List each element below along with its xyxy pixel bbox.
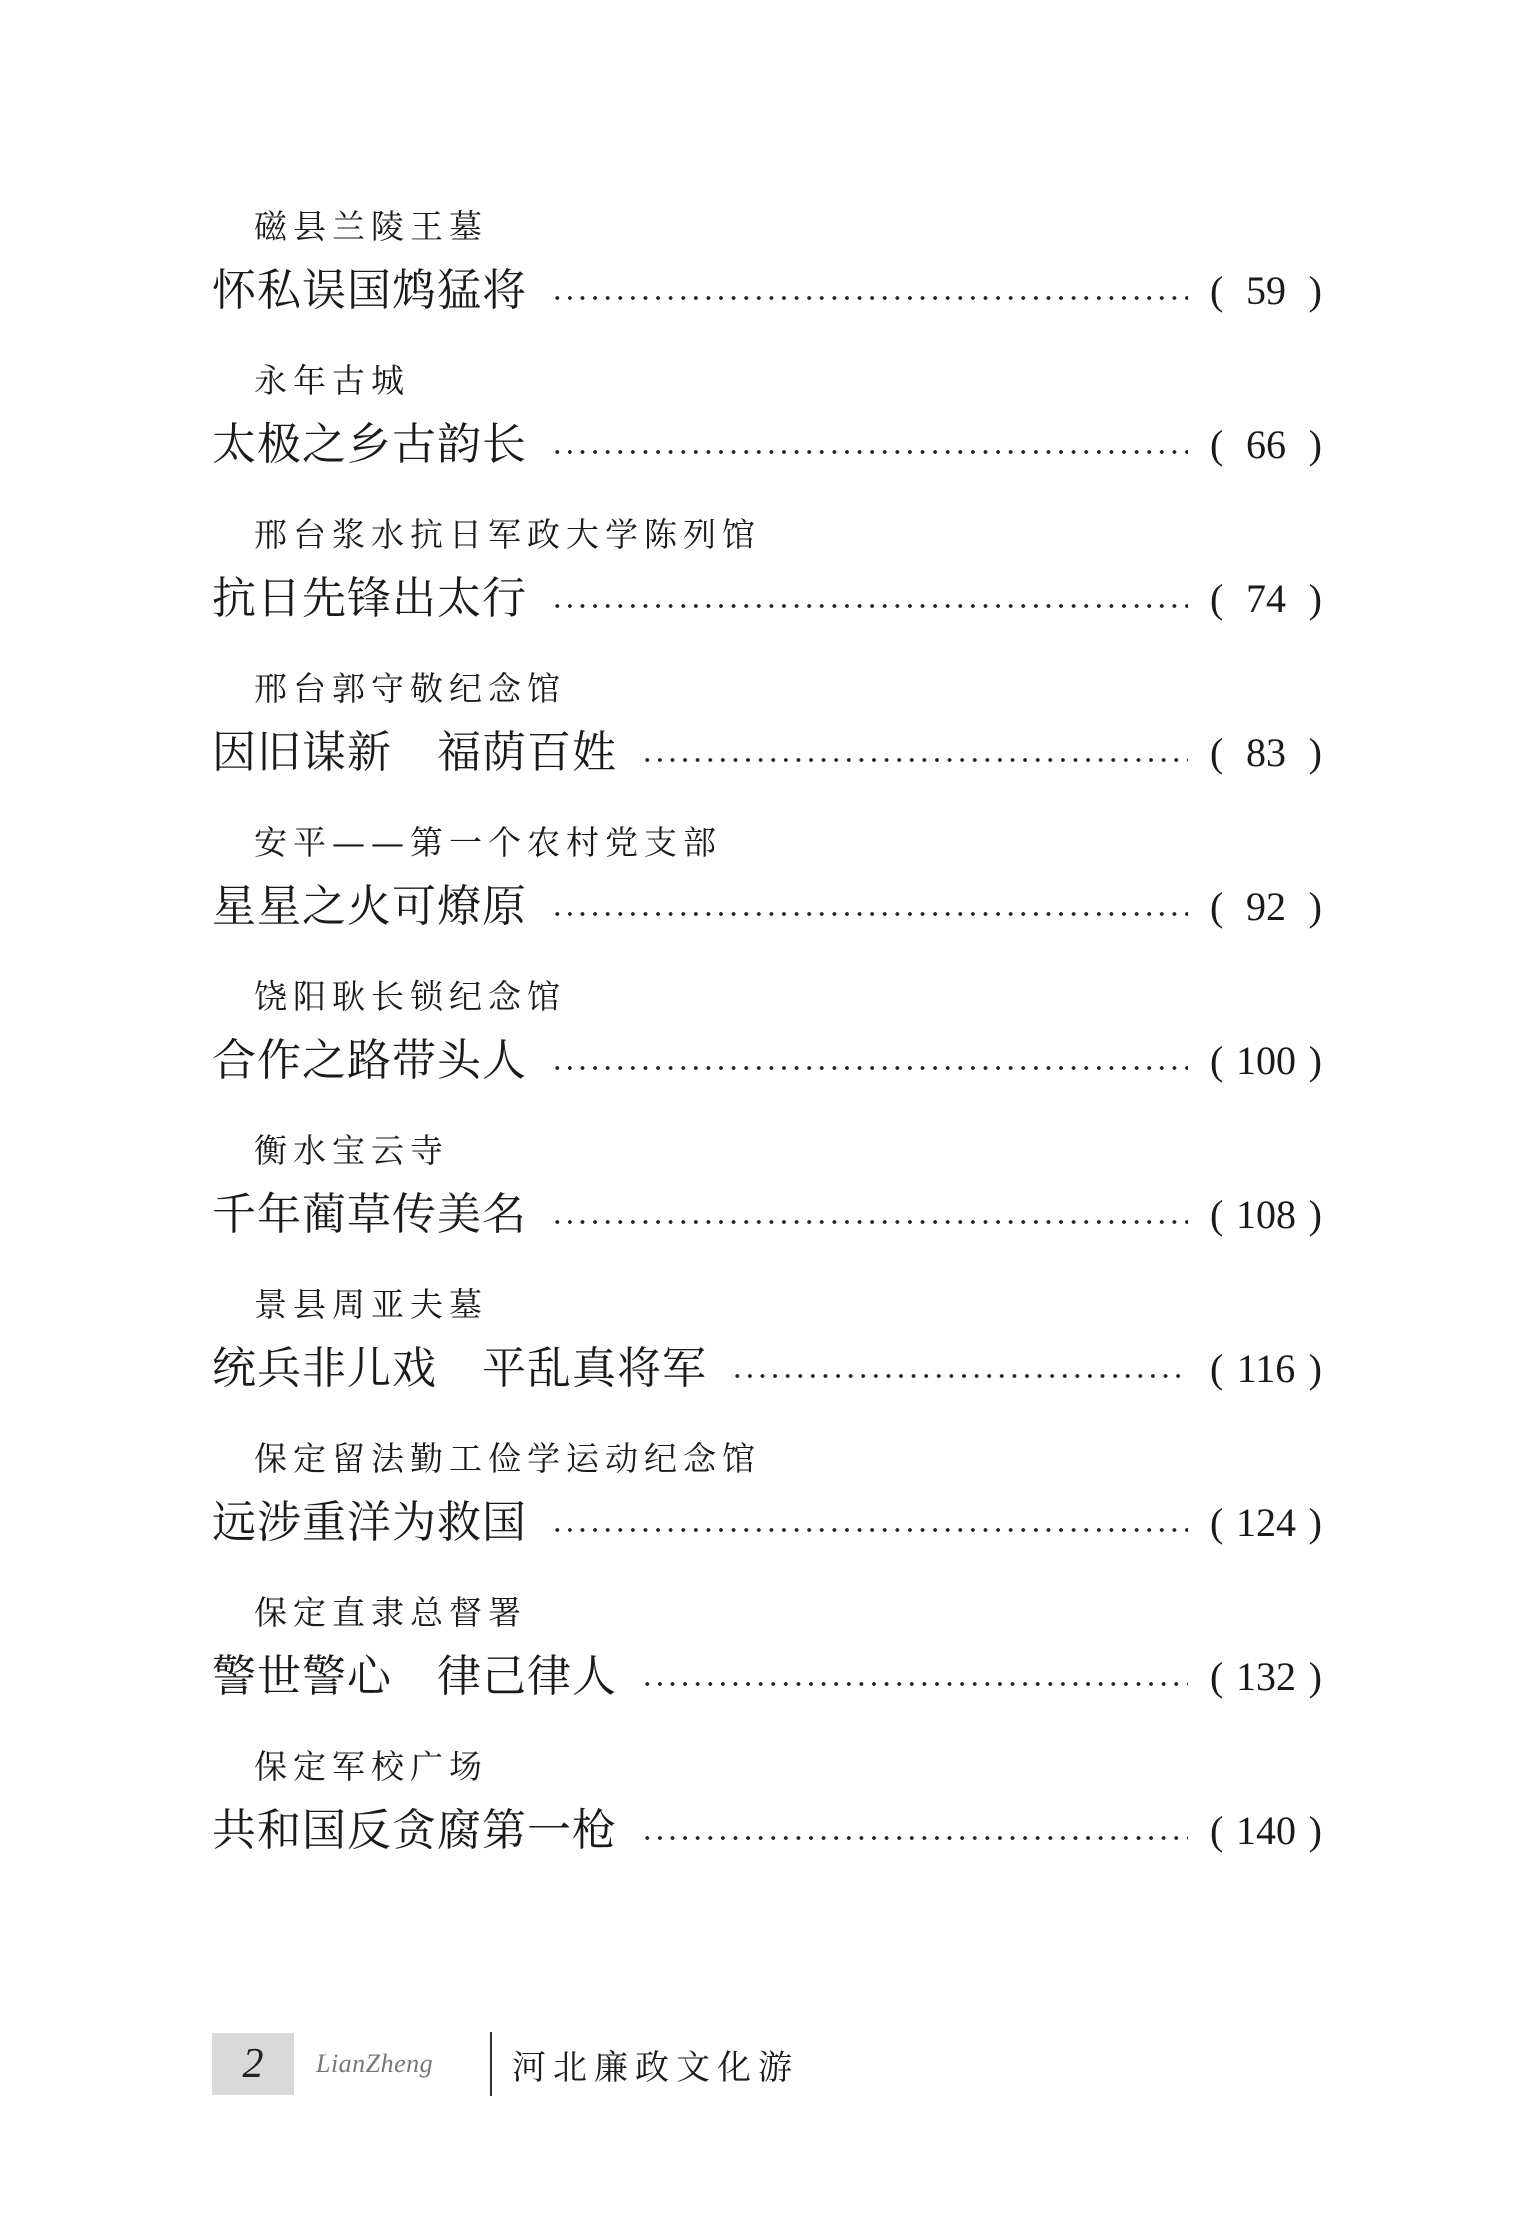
- toc-entry-page-number: 124: [1236, 1500, 1296, 1545]
- toc-entry-subtitle: 饶阳耿长锁纪念馆: [254, 977, 566, 1016]
- toc-entry-row[interactable]: [212, 725, 1322, 781]
- book-title: 河北廉政文化游: [512, 2047, 799, 2088]
- toc-entry-title: 警世警心 律己律人: [212, 1651, 617, 1702]
- toc-entry-row[interactable]: [212, 417, 1322, 473]
- dot-leader: [641, 1682, 1188, 1686]
- toc-entry-page-ref: ( 116 ): [1210, 1341, 1322, 1397]
- table-of-contents: [212, 205, 1322, 1899]
- toc-entry-title: 太极之乡古韵长: [212, 419, 527, 470]
- toc-entry-title: 共和国反贪腐第一枪: [212, 1805, 617, 1856]
- toc-entry: [212, 1283, 1322, 1437]
- toc-entry-page-ref: ( 74 ): [1210, 571, 1322, 627]
- toc-entry: [212, 205, 1322, 359]
- toc-entry: [212, 821, 1322, 975]
- toc-entry-page-number: 132: [1236, 1654, 1296, 1699]
- toc-entry-page-ref: ( 59 ): [1210, 263, 1322, 319]
- toc-entry-row[interactable]: [212, 1187, 1322, 1243]
- toc-entry-title: 统兵非儿戏 平乱真将军: [212, 1343, 707, 1394]
- toc-entry-row[interactable]: [212, 263, 1322, 319]
- toc-entry-subtitle: 保定军校广场: [254, 1747, 488, 1786]
- toc-entry-page-number: 66: [1246, 422, 1286, 467]
- toc-entry-page-number: 108: [1236, 1192, 1296, 1237]
- toc-entry-page-ref: ( 66 ): [1210, 417, 1322, 473]
- toc-entry-row[interactable]: [212, 879, 1322, 935]
- dot-leader: [641, 758, 1188, 762]
- dot-leader: [731, 1374, 1188, 1378]
- toc-entry-subtitle: 永年古城: [254, 361, 410, 400]
- toc-entry-page-ref: ( 132 ): [1210, 1649, 1322, 1705]
- toc-entry-subtitle: 保定留法勤工俭学运动纪念馆: [254, 1439, 761, 1478]
- toc-entry-page-number: 59: [1246, 268, 1286, 313]
- toc-entry: [212, 667, 1322, 821]
- toc-entry-page-ref: ( 92 ): [1210, 879, 1322, 935]
- footer-divider: [490, 2032, 492, 2096]
- toc-entry-title: 怀私误国鸩猛将: [212, 265, 527, 316]
- toc-entry-title: 抗日先锋出太行: [212, 573, 527, 624]
- series-wordmark: LianZheng: [316, 2049, 434, 2078]
- toc-entry: [212, 1437, 1322, 1591]
- toc-entry-row[interactable]: [212, 1495, 1322, 1551]
- toc-entry-row[interactable]: [212, 1803, 1322, 1859]
- toc-entry-subtitle: 衡水宝云寺: [254, 1131, 449, 1170]
- toc-entry-page-number: 83: [1246, 730, 1286, 775]
- toc-entry-title: 千年蔺草传美名: [212, 1189, 527, 1240]
- toc-entry-title: 因旧谋新 福荫百姓: [212, 727, 617, 778]
- toc-entry-page-ref: ( 124 ): [1210, 1495, 1322, 1551]
- toc-entry-title: 远涉重洋为救国: [212, 1497, 527, 1548]
- toc-entry-page-number: 100: [1236, 1038, 1296, 1083]
- toc-entry-subtitle: 邢台浆水抗日军政大学陈列馆: [254, 515, 761, 554]
- toc-entry-row[interactable]: [212, 1341, 1322, 1397]
- page-footer: [212, 2032, 799, 2096]
- toc-entry-page-ref: ( 108 ): [1210, 1187, 1322, 1243]
- toc-entry-subtitle: 景县周亚夫墓: [254, 1285, 488, 1324]
- toc-entry-row[interactable]: [212, 571, 1322, 627]
- toc-entry-page-number: 92: [1246, 884, 1286, 929]
- dot-leader: [551, 604, 1188, 608]
- toc-entry-page-number: 140: [1236, 1808, 1296, 1853]
- toc-entry-title: 合作之路带头人: [212, 1035, 527, 1086]
- toc-entry-page-number: 74: [1246, 576, 1286, 621]
- dot-leader: [551, 1066, 1188, 1070]
- toc-entry: [212, 1745, 1322, 1899]
- toc-entry: [212, 1591, 1322, 1745]
- toc-entry-subtitle: 邢台郭守敬纪念馆: [254, 669, 566, 708]
- dot-leader: [551, 1528, 1188, 1532]
- toc-entry-page-ref: ( 83 ): [1210, 725, 1322, 781]
- toc-entry: [212, 513, 1322, 667]
- dot-leader: [551, 912, 1188, 916]
- toc-entry-row[interactable]: [212, 1033, 1322, 1089]
- page-number: 2: [212, 2033, 294, 2095]
- toc-entry: [212, 1129, 1322, 1283]
- toc-entry-page-number: 116: [1236, 1346, 1296, 1391]
- toc-entry-subtitle: 磁县兰陵王墓: [254, 207, 488, 246]
- toc-entry: [212, 359, 1322, 513]
- dot-leader: [551, 1220, 1188, 1224]
- dot-leader: [551, 296, 1188, 300]
- toc-entry-page-ref: ( 100 ): [1210, 1033, 1322, 1089]
- dot-leader: [641, 1836, 1188, 1840]
- toc-entry: [212, 975, 1322, 1129]
- dot-leader: [551, 450, 1188, 454]
- toc-entry-page-ref: ( 140 ): [1210, 1803, 1322, 1859]
- toc-entry-subtitle: 安平——第一个农村党支部: [254, 823, 722, 862]
- toc-entry-row[interactable]: [212, 1649, 1322, 1705]
- toc-entry-title: 星星之火可燎原: [212, 881, 527, 932]
- toc-entry-subtitle: 保定直隶总督署: [254, 1593, 527, 1632]
